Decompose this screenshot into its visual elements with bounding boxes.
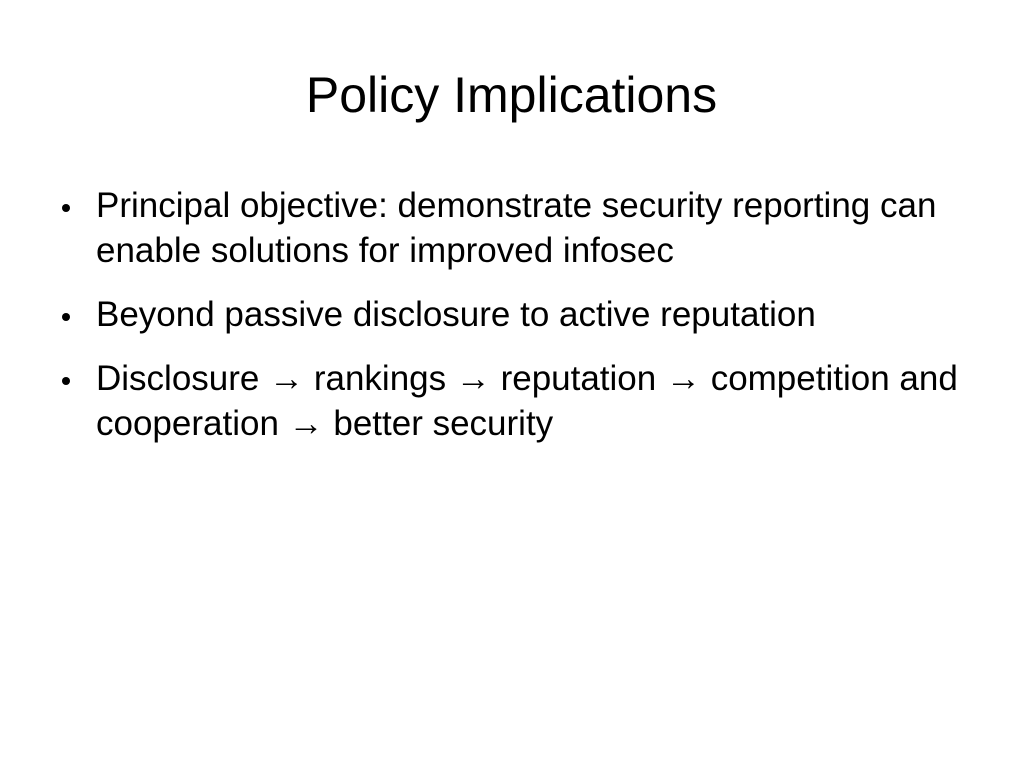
bullet-dot-icon bbox=[58, 183, 78, 228]
bullet-list bbox=[58, 183, 978, 465]
bullet-item bbox=[58, 183, 978, 273]
bullet-text: Principal objective: demonstrate security reporting can enable solutions for improved infosec bbox=[96, 186, 937, 270]
bullet-text: Beyond passive disclosure to active reputation bbox=[96, 295, 816, 334]
slide-title: Policy Implications bbox=[305, 67, 718, 123]
bullet-dot-icon bbox=[58, 356, 78, 401]
bullet-dot-icon bbox=[58, 292, 78, 337]
bullet-item bbox=[58, 292, 978, 337]
bullet-text: Disclosure → rankings → reputation → competition and cooperation → better security bbox=[96, 359, 958, 443]
bullet-item bbox=[58, 356, 978, 446]
